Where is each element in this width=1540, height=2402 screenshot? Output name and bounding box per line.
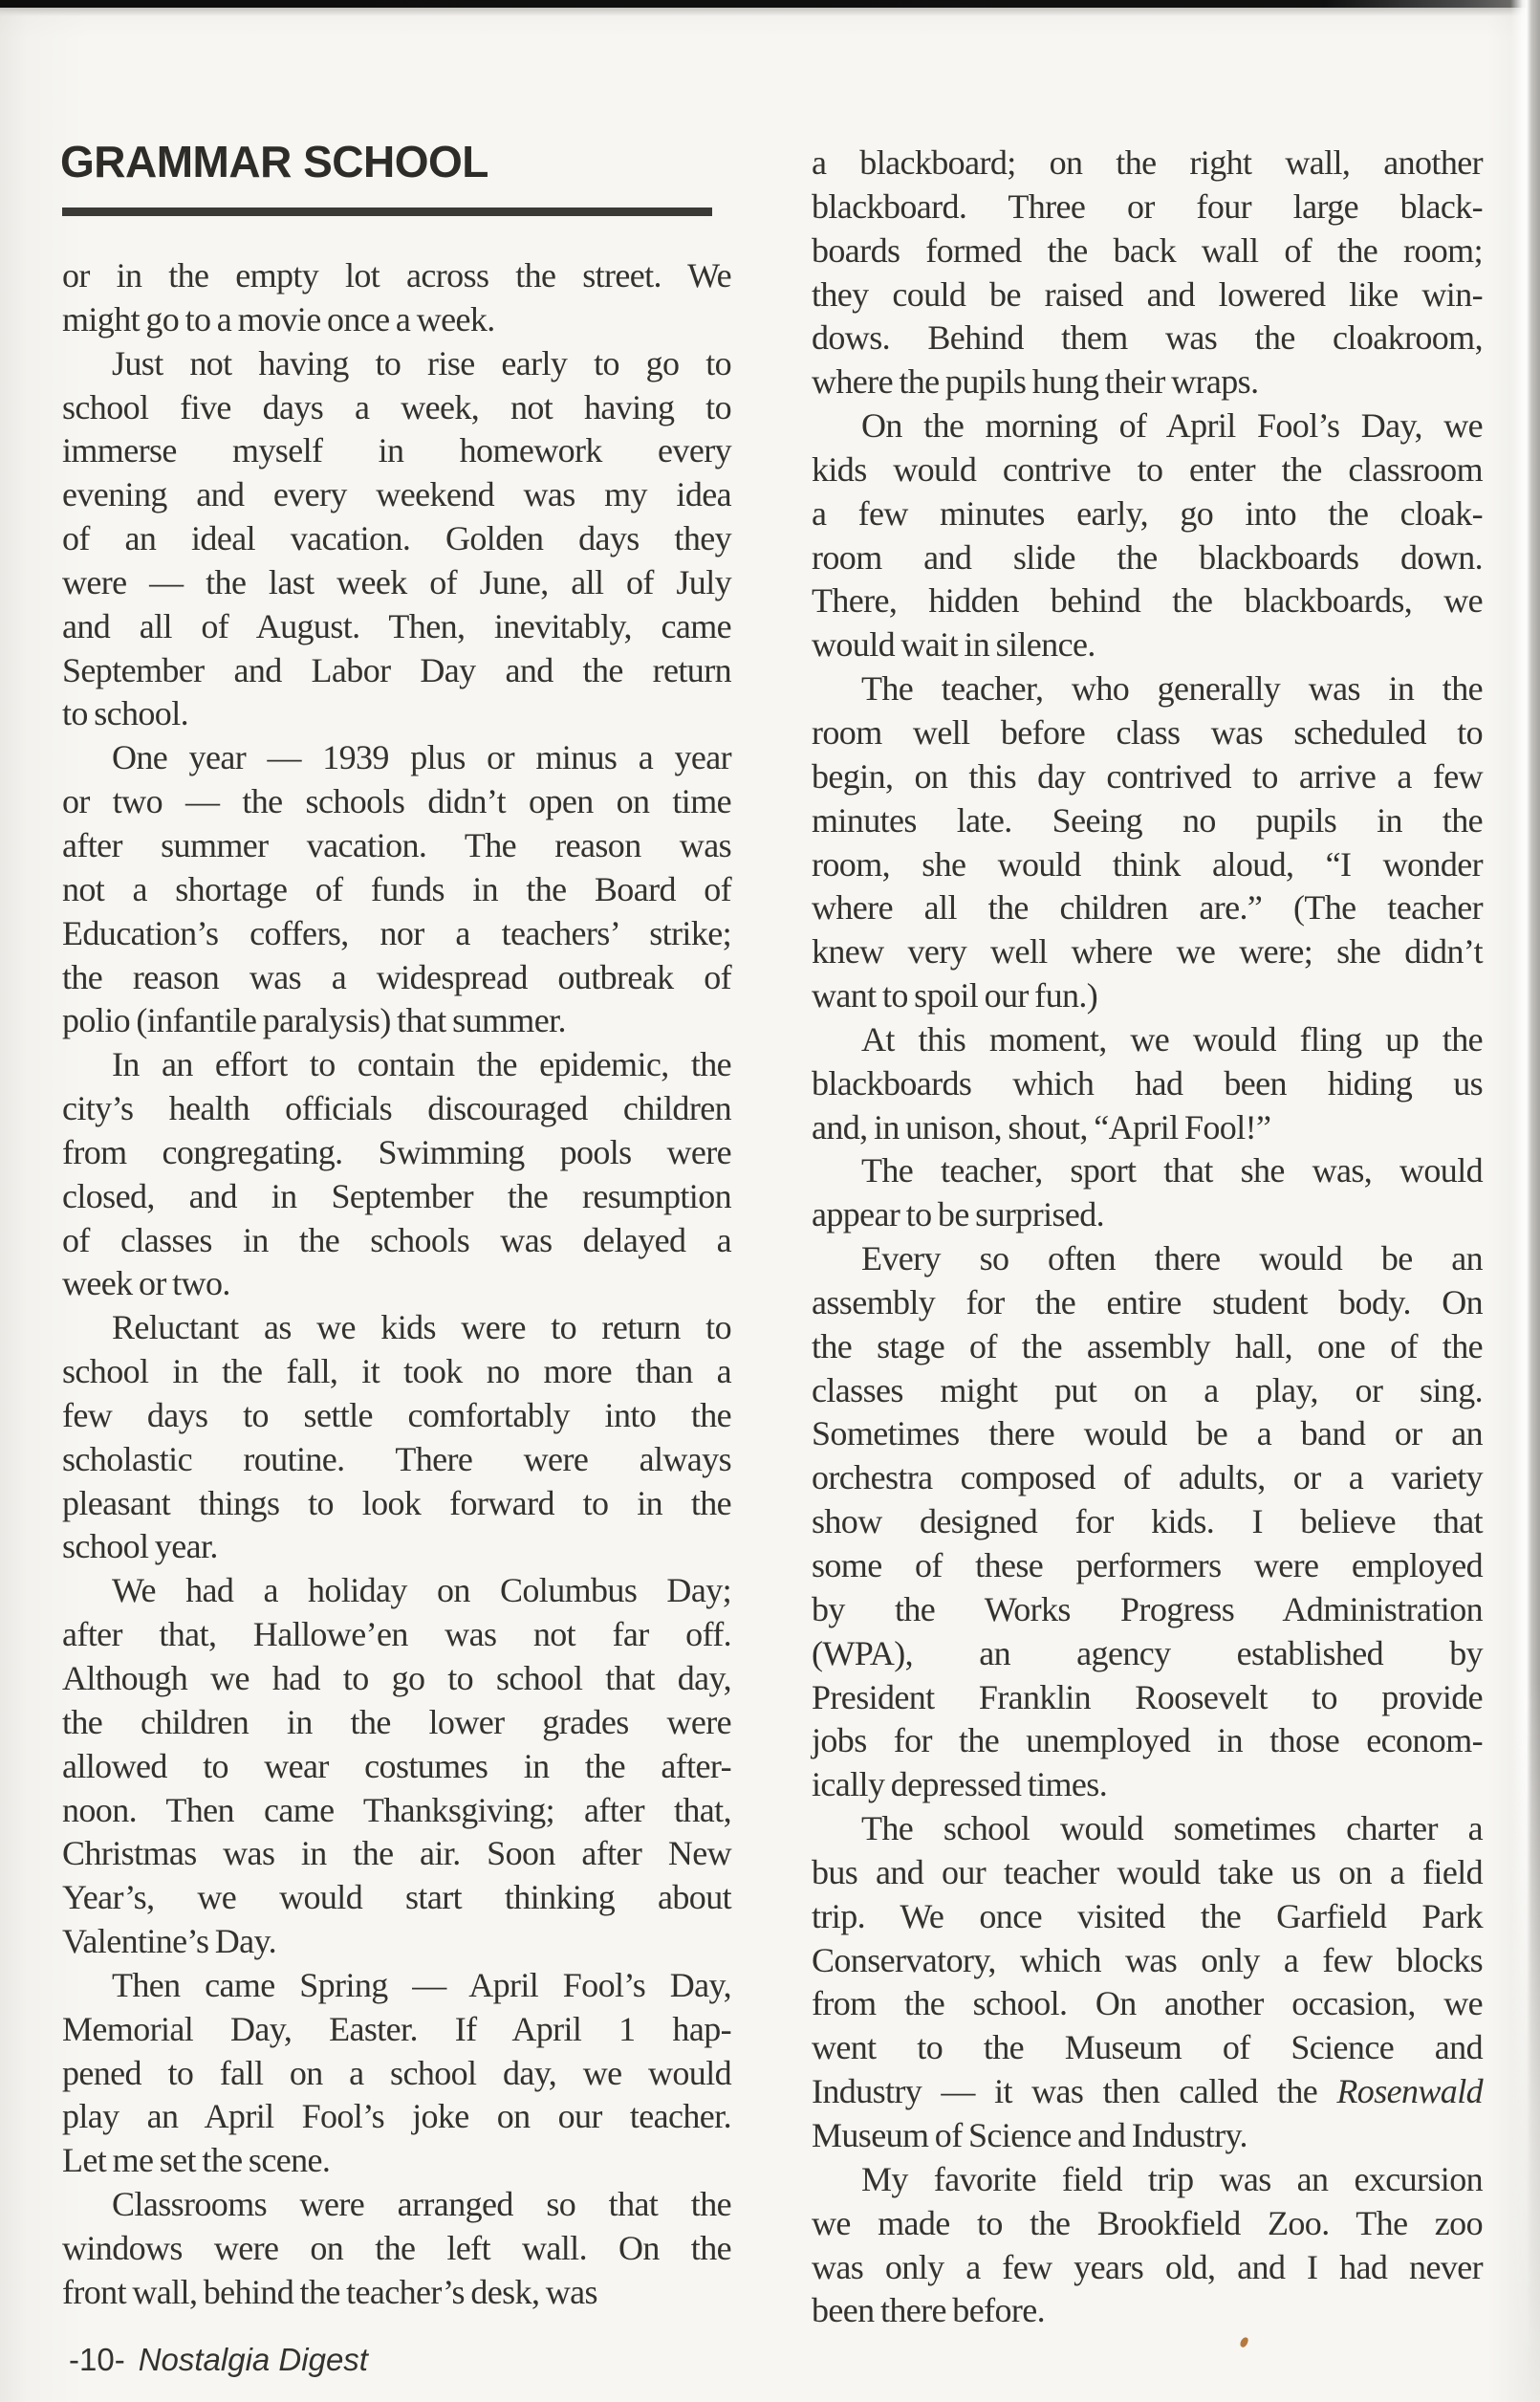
text-line: polio (infantile paralysis) that summer. (62, 1001, 566, 1040)
paragraph (62, 254, 731, 342)
text-line: room and slide the blackboards down. (812, 537, 1483, 577)
text-line: In an effort to contain the epidemic, the (112, 1045, 731, 1084)
text-line: knew very well where we were; she didn’t (812, 932, 1483, 972)
text-line: Just not having to rise early to go to (112, 343, 731, 382)
text-line: from congregating. Swimming pools were (62, 1132, 731, 1171)
text-line: went to the Museum of Science and (812, 2028, 1483, 2067)
paragraph (812, 667, 1483, 1018)
text-line: My favorite field trip was an excursion (861, 2159, 1483, 2198)
text-line: Conservatory, which was only a few blocks (812, 1940, 1483, 1979)
text-line: been there before. (812, 2291, 1046, 2330)
footer-publication: Nostalgia Digest (138, 2342, 368, 2377)
text-line: The school would sometimes charter a (861, 1809, 1483, 1848)
text-line: school five days a week, not having to (62, 387, 731, 426)
text-line: show designed for kids. I believe that (812, 1502, 1483, 1541)
text-line: scholastic routine. There were always (62, 1439, 731, 1478)
text-line: where the pupils hung their wraps. (812, 362, 1259, 402)
text-line: Industry — it was then called the Rosenwald (812, 2072, 1483, 2111)
column-right (812, 142, 1483, 2333)
text-line: (WPA), an agency established by (812, 1633, 1483, 1672)
paragraph (812, 1018, 1483, 1150)
text-line: Christmas was in the air. Soon after New (62, 1834, 731, 1873)
paragraph (812, 1149, 1483, 1237)
text-line: where all the children are.” (The teacher (812, 888, 1483, 928)
text-line: pened to fall on a school day, we would (62, 2053, 731, 2092)
text-line: noon. Then came Thanksgiving; after that, (62, 1790, 731, 1829)
text-line: jobs for the unemployed in those econom- (812, 1721, 1483, 1760)
text-line: Year’s, we would start thinking about (62, 1878, 731, 1917)
text-line: windows were on the left wall. On the (62, 2228, 731, 2267)
text-line: President Franklin Roosevelt to provide (812, 1677, 1483, 1716)
text-line: Although we had to go to school that day, (62, 1659, 731, 1697)
paragraph (812, 142, 1483, 404)
paragraph (62, 1569, 731, 1964)
text-line: trip. We once visited the Garfield Park (812, 1896, 1483, 1935)
text-line: a few minutes early, go into the cloak- (812, 493, 1483, 533)
text-line: Classrooms were arranged so that the (112, 2185, 731, 2224)
text-line: a blackboard; on the right wall, another (812, 143, 1483, 182)
paragraph (62, 1964, 731, 2183)
text-line: There, hidden behind the blackboards, we (812, 581, 1483, 621)
text-line: by the Works Progress Administration (812, 1589, 1483, 1628)
scan-edge-top (0, 0, 1540, 8)
paragraph (62, 2183, 731, 2315)
text-line: after summer vacation. The reason was (62, 825, 731, 864)
text-line: September and Labor Day and the return (62, 650, 731, 689)
paragraph (812, 404, 1483, 667)
text-line: front wall, behind the teacher’s desk, was (62, 2272, 597, 2311)
text-line: the stage of the assembly hall, one of the (812, 1326, 1483, 1365)
text-line: Then came Spring — April Fool’s Day, (112, 1965, 731, 2004)
text-line: At this moment, we would fling up the (861, 1019, 1483, 1059)
text-line: One year — 1939 plus or minus a year (112, 738, 731, 777)
text-line: were — the last week of June, all of July (62, 562, 731, 601)
text-line: play an April Fool’s joke on our teacher. (62, 2097, 731, 2136)
text-line: city’s health officials discouraged children (62, 1089, 731, 1128)
text-line: was only a few years old, and I had never (812, 2247, 1483, 2286)
paragraph (812, 1237, 1483, 1807)
text-line: would wait in silence. (812, 625, 1095, 665)
paragraph (812, 2158, 1483, 2333)
text-line: to school. (62, 694, 188, 733)
text-line: Sometimes there would be a band or an (812, 1414, 1483, 1453)
text-line: we made to the Brookfield Zoo. The zoo (812, 2203, 1483, 2242)
scan-edge-top-shadow (0, 8, 1540, 16)
text-line: appear to be surprised. (812, 1195, 1105, 1234)
text-line: Memorial Day, Easter. If April 1 hap- (62, 2009, 731, 2048)
ink-speck (1239, 2336, 1249, 2348)
text-line: kids would contrive to enter the classroom (812, 449, 1483, 489)
text-line: The teacher, who generally was in the (861, 669, 1483, 709)
text-line: blackboards which had been hiding us (812, 1063, 1483, 1103)
text-line: the children in the lower grades were (62, 1702, 731, 1741)
text-line: blackboard. Three or four large black- (812, 186, 1483, 226)
text-line: allowed to wear costumes in the after- (62, 1746, 731, 1785)
text-line: they could be raised and lowered like win- (812, 274, 1483, 314)
text-line: dows. Behind them was the cloakroom, (812, 318, 1483, 358)
text-line: room, she would think aloud, “I wonder (812, 844, 1483, 884)
title-rule (62, 207, 712, 216)
text-line: classes might put on a play, or sing. (812, 1370, 1483, 1409)
text-line: Museum of Science and Industry. (812, 2115, 1247, 2154)
text-line: some of these performers were employed (812, 1546, 1483, 1584)
text-line: minutes late. Seeing no pupils in the (812, 800, 1483, 840)
text-line: pleasant things to look forward to in the (62, 1483, 731, 1522)
text-line: of an ideal vacation. Golden days they (62, 519, 731, 558)
text-line: few days to settle comfortably into the (62, 1395, 731, 1434)
text-line: want to spoil our fun.) (812, 976, 1098, 1015)
page-right-edge (1510, 0, 1540, 2402)
text-line: orchestra composed of adults, or a variety (812, 1458, 1483, 1497)
column-left (62, 254, 731, 2315)
article-title: GRAMMAR SCHOOL (60, 137, 488, 186)
text-line: bus and our teacher would take us on a field (812, 1852, 1483, 1891)
text-line: immerse myself in homework every (62, 431, 731, 470)
text-line: closed, and in September the resumption (62, 1176, 731, 1215)
paragraph (62, 1043, 731, 1306)
text-line: the reason was a widespread outbreak of (62, 957, 731, 996)
text-line: of classes in the schools was delayed a (62, 1220, 731, 1259)
text-line: or two — the schools didn’t open on time (62, 782, 731, 821)
text-line: not a shortage of funds in the Board of (62, 869, 731, 908)
text-line: Every so often there would be an (861, 1239, 1483, 1278)
paragraph (812, 1807, 1483, 2158)
text-line: and all of August. Then, inevitably, came (62, 606, 731, 645)
text-line: Let me set the scene. (62, 2141, 331, 2180)
text-line: or in the empty lot across the street. We (62, 256, 731, 295)
text-line: room well before class was scheduled to (812, 712, 1483, 752)
text-line: from the school. On another occasion, we (812, 1984, 1483, 2023)
text-line: boards formed the back wall of the room; (812, 230, 1483, 270)
paragraph (62, 342, 731, 737)
text-line: Reluctant as we kids were to return to (112, 1308, 731, 1347)
text-line: school year. (62, 1527, 218, 1566)
paragraph (62, 736, 731, 1043)
text-line: begin, on this day contrived to arrive a few (812, 756, 1483, 796)
text-line: after that, Hallowe’en was not far off. (62, 1615, 731, 1654)
text-line: evening and every weekend was my idea (62, 475, 731, 514)
text-line: ically depressed times. (812, 1765, 1108, 1804)
text-line: and, in unison, shout, “April Fool!” (812, 1107, 1271, 1146)
text-line: Valentine’s Day. (62, 1922, 276, 1961)
text-line: week or two. (62, 1264, 230, 1303)
paragraph (62, 1306, 731, 1569)
footer-page-number: -10- (69, 2342, 125, 2377)
text-line: might go to a movie once a week. (62, 299, 495, 338)
text-line: assembly for the entire student body. On (812, 1282, 1483, 1321)
text-line: Education’s coffers, nor a teachers’ strike; (62, 913, 731, 952)
text-line: school in the fall, it took no more than a (62, 1352, 731, 1391)
text-line: The teacher, sport that she was, would (861, 1151, 1483, 1190)
text-line: On the morning of April Fool’s Day, we (861, 406, 1483, 446)
page-footer (69, 2341, 368, 2379)
text-line: We had a holiday on Columbus Day; (112, 1571, 731, 1610)
